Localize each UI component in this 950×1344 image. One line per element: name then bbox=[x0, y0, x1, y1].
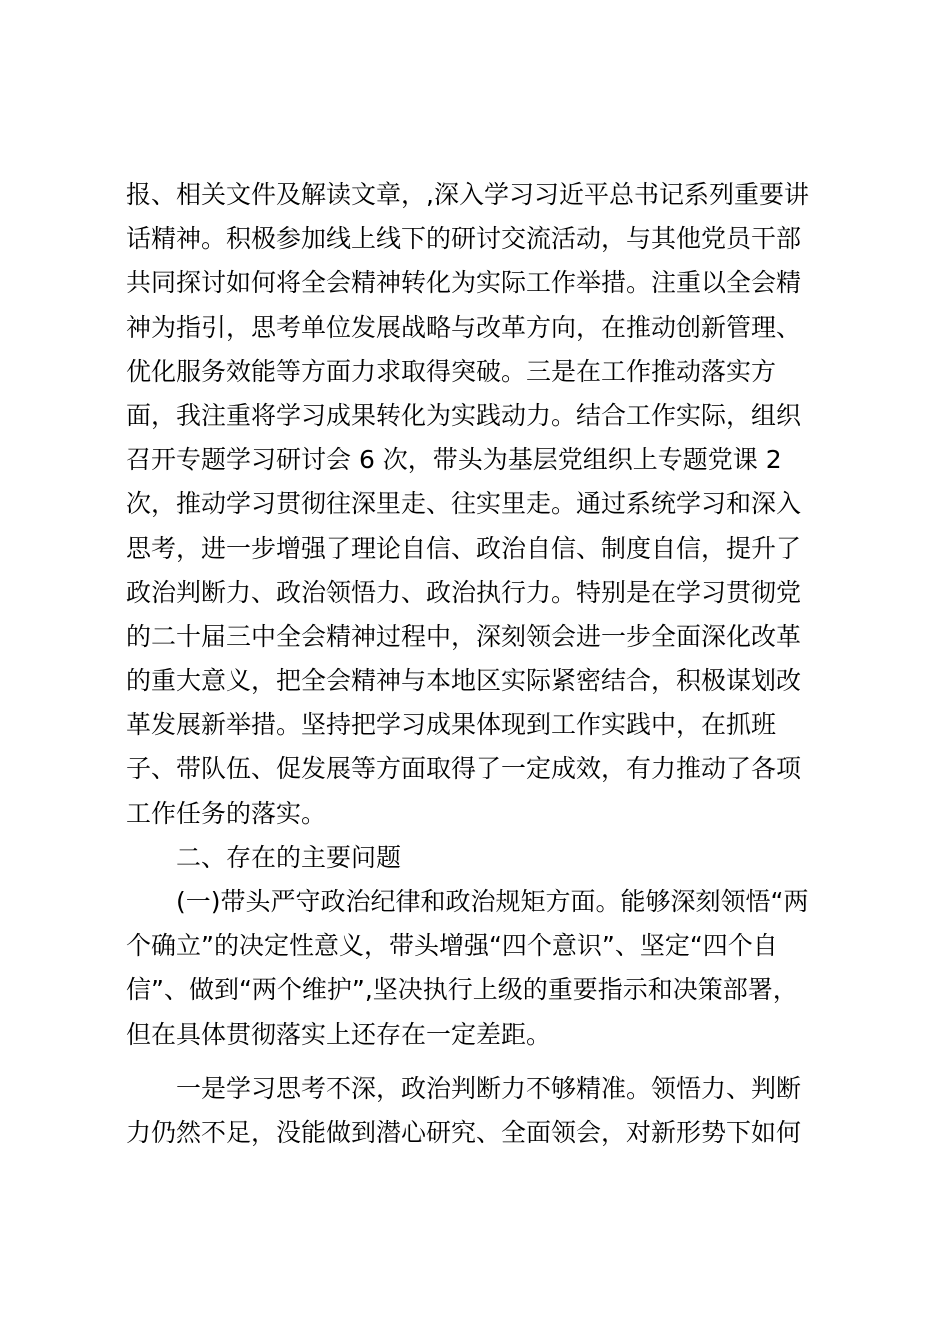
text-line: 一是学习思考不深，政治判断力不够精准。领悟力、判断 bbox=[176, 1073, 802, 1103]
text-line: 共同探讨如何将全会精神转化为实际工作举措。注重以全会精 bbox=[126, 268, 802, 298]
text-line: 信”、做到“两个维护”,坚决执行上级的重要指示和决策部署， bbox=[126, 975, 798, 1005]
text-line: 工作任务的落实。 bbox=[126, 798, 327, 828]
text-line: 的二十届三中全会精神过程中，深刻领会进一步全面深化改革 bbox=[126, 621, 802, 651]
text-line: 面，我注重将学习成果转化为实践动力。结合工作实际，组织 bbox=[126, 400, 802, 430]
text-line: 力仍然不足，没能做到潜心研究、全面领会，对新形势下如何 bbox=[126, 1117, 802, 1147]
text-line: 个确立”的决定性意义，带头增强“四个意识”、坚定“四个自 bbox=[126, 931, 778, 961]
text-line: 政治判断力、政治领悟力、政治执行力。特别是在学习贯彻党 bbox=[126, 577, 802, 607]
text-line: 思考，进一步增强了理论自信、政治自信、制度自信，提升了 bbox=[126, 533, 802, 563]
text-line: 召开专题学习研讨会 6 次，带头为基层党组织上专题党课 2 bbox=[126, 445, 782, 475]
text-line: 神为指引，思考单位发展战略与改革方向，在推动创新管理、 bbox=[126, 312, 802, 342]
text-line: 次，推动学习贯彻往深里走、往实里走。通过系统学习和深入 bbox=[126, 489, 802, 519]
text-line: 但在具体贯彻落实上还存在一定差距。 bbox=[126, 1019, 552, 1049]
text-line: 的重大意义，把全会精神与本地区实际紧密结合，积极谋划改 bbox=[126, 666, 802, 696]
text-line: (一)带头严守政治纪律和政治规矩方面。能够深刻领悟“两 bbox=[176, 887, 809, 916]
section-heading: 二、存在的主要问题 bbox=[176, 842, 402, 872]
text-line: 报、相关文件及解读文章，,深入学习习近平总书记系列重要讲 bbox=[126, 180, 809, 209]
text-line: 话精神。积极参加线上线下的研讨交流活动，与其他党员干部 bbox=[126, 224, 802, 254]
text-line: 子、带队伍、促发展等方面取得了一定成效，有力推动了各项 bbox=[126, 754, 802, 784]
text-line: 优化服务效能等方面力求取得突破。三是在工作推动落实方 bbox=[126, 356, 777, 386]
text-line: 革发展新举措。坚持把学习成果体现到工作实践中，在抓班 bbox=[126, 710, 777, 740]
body-paragraph bbox=[126, 173, 826, 1155]
